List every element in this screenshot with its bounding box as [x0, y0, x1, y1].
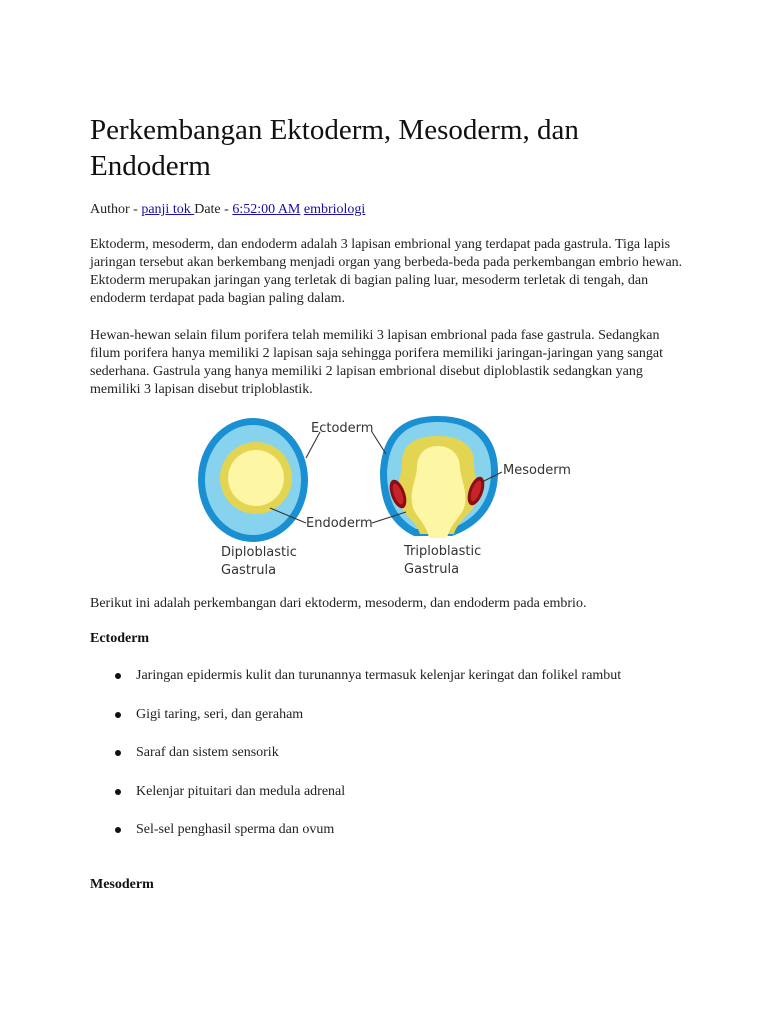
intro-paragraph: Ektoderm, mesoderm, dan endoderm adalah 3 lapisan embrional yang terdapat pada gastrula. Tiga lapis jaringan tersebut akan berkembang menjadi organ yang berbeda-beda pada perkembangan embrio hewan. Ektoderm merupakan jaringan yang terletak di bagian paling luar, mesoderm terletak di tengah, dan endoderm terdapat pada bagian paling dalam. [90, 237, 683, 306]
list-item: Sel-sel penghasil sperma dan ovum [90, 821, 621, 860]
development-intro: Berikut ini adalah perkembangan dari ektoderm, mesoderm, dan endoderm pada embrio. [90, 596, 587, 611]
date-prefix: Date - [194, 202, 233, 217]
author-link[interactable]: panji tok [141, 202, 195, 217]
ectoderm-list [90, 667, 621, 860]
list-item: Saraf dan sistem sensorik [90, 744, 621, 783]
triploblastic-gastrula [380, 416, 498, 538]
mesoderm-heading: Mesoderm [90, 877, 154, 892]
list-item: Gigi taring, seri, dan geraham [90, 706, 621, 745]
diploblastic-gastrula [198, 418, 308, 542]
porifera-paragraph: Hewan-hewan selain filum porifera telah memiliki 3 lapisan embrional pada fase gastrula. Sedangkan filum porifera hanya memiliki 2 lapisan saja sehingga porifera memiliki jaringan-jaringan yang sangat sederhana. Gastrula yang hanya memiliki 2 lapisan embrional disebut diploblastik sedangkan yang memiliki 3 lapisan disebut triploblastik. [90, 328, 664, 397]
post-meta [90, 201, 365, 219]
ectoderm-leader-right [372, 432, 386, 454]
ectoderm-heading: Ectoderm [90, 631, 150, 646]
author-prefix: Author - [90, 202, 142, 217]
label-diploblastic-gastrula: Gastrula [221, 563, 277, 578]
label-triploblastic-gastrula: Gastrula [404, 562, 460, 577]
list-item: Jaringan epidermis kulit dan turunannya termasuk kelenjar keringat dan folikel rambut [90, 667, 621, 706]
list-item: Kelenjar pituitari dan medula adrenal [90, 783, 621, 822]
label-endoderm: Endoderm [306, 516, 373, 531]
label-triploblastic: Triploblastic [404, 544, 482, 559]
time-link[interactable]: 6:52:00 AM [232, 202, 301, 217]
diplo-endoderm-core [228, 450, 284, 506]
label-ectoderm: Ectoderm [311, 421, 374, 436]
label-mesoderm: Mesoderm [503, 463, 571, 478]
label-diploblastic: Diploblastic [221, 545, 297, 560]
gastrula-diagram [190, 410, 590, 582]
article-title: Perkembangan Ektoderm, Mesoderm, dan Endoderm [90, 114, 579, 182]
category-link[interactable]: embriologi [303, 202, 366, 217]
